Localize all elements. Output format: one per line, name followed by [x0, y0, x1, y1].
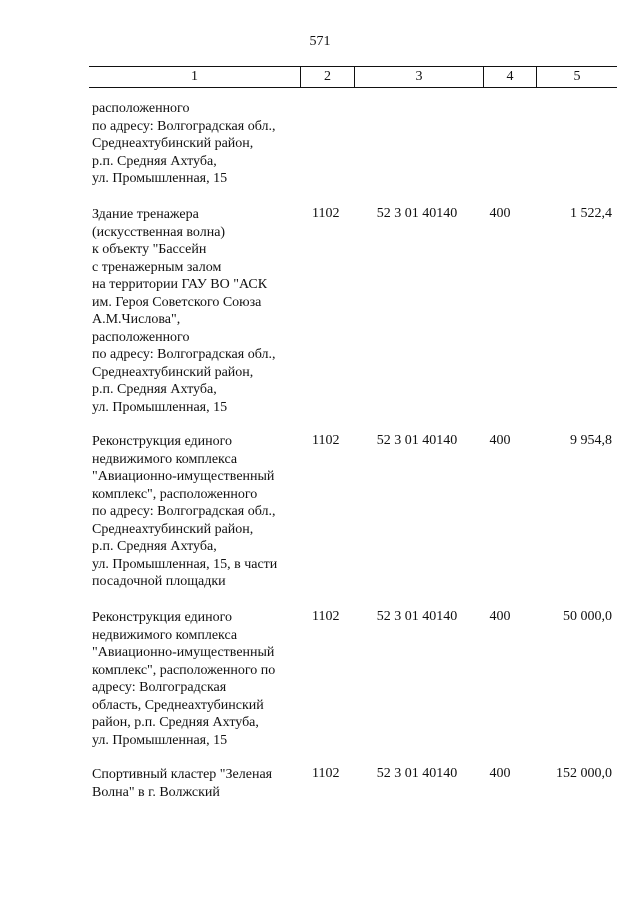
- amount: 9 954,8: [570, 433, 612, 448]
- header-col-4: 4: [506, 69, 514, 84]
- description-line: Волна" в г. Волжский: [92, 784, 220, 800]
- description-line: Среднеахтубинский район,: [92, 136, 254, 151]
- description-line: А.М.Числова",: [92, 312, 181, 327]
- description-line: ул. Промышленная, 15: [92, 732, 228, 748]
- description-line: комплекс", расположенного: [92, 486, 258, 502]
- amount: 1 522,4: [570, 206, 612, 221]
- row-description: [92, 206, 307, 416]
- header-col-3: 3: [415, 69, 423, 84]
- target-article: 52 3 01 40140: [376, 609, 458, 624]
- expense-type: 400: [489, 433, 511, 448]
- target-article: 52 3 01 40140: [376, 206, 458, 221]
- expense-type: 400: [489, 609, 511, 624]
- description-line: на территории ГАУ ВО "АСК: [92, 277, 268, 292]
- description-line: недвижимого комплекса: [92, 451, 238, 467]
- header-col-2: 2: [324, 69, 331, 84]
- row-description: [92, 100, 307, 188]
- section-code: 1102: [312, 609, 340, 624]
- description-line: Среднеахтубинский район,: [92, 364, 254, 380]
- description-line: область, Среднеахтубинский: [92, 697, 264, 713]
- page-number: 571: [309, 34, 331, 49]
- target-article: 52 3 01 40140: [376, 433, 458, 448]
- description-line: Среднеахтубинский район,: [92, 521, 254, 537]
- table-header: [89, 66, 617, 88]
- row-description: [92, 766, 307, 801]
- description-line: расположенного: [92, 101, 190, 116]
- description-line: комплекс", расположенного по: [92, 662, 276, 678]
- section-code: 1102: [312, 433, 340, 448]
- amount: 152 000,0: [556, 766, 612, 781]
- section-code: 1102: [312, 766, 340, 781]
- description-line: расположенного: [92, 329, 190, 345]
- description-line: р.п. Средняя Ахтуба,: [92, 382, 217, 397]
- description-line: посадочной площадки: [92, 574, 226, 589]
- description-line: Спортивный кластер "Зеленая: [92, 767, 273, 782]
- description-line: ул. Промышленная, 15: [92, 399, 228, 415]
- description-line: р.п. Средняя Ахтуба,: [92, 153, 217, 169]
- target-article: 52 3 01 40140: [376, 766, 458, 781]
- description-line: по адресу: Волгоградская обл.,: [92, 118, 276, 134]
- description-line: Реконструкция единого: [92, 434, 232, 449]
- header-col-1: 1: [191, 69, 198, 84]
- section-code: 1102: [312, 206, 340, 221]
- description-line: р.п. Средняя Ахтуба,: [92, 539, 217, 554]
- description-line: (искусственная волна): [92, 224, 226, 240]
- header-col-5: 5: [573, 69, 581, 84]
- row-description: [92, 609, 307, 749]
- amount: 50 000,0: [563, 609, 612, 624]
- description-line: с тренажерным залом: [92, 259, 222, 275]
- description-line: к объекту "Бассейн: [92, 242, 207, 257]
- description-line: по адресу: Волгоградская обл.,: [92, 347, 276, 362]
- description-line: им. Героя Советского Союза: [92, 294, 262, 310]
- description-line: Здание тренажера: [92, 207, 199, 222]
- description-line: по адресу: Волгоградская обл.,: [92, 504, 276, 519]
- description-line: Реконструкция единого: [92, 610, 232, 625]
- expense-type: 400: [489, 206, 511, 221]
- description-line: недвижимого комплекса: [92, 627, 238, 643]
- description-line: район, р.п. Средняя Ахтуба,: [92, 715, 259, 730]
- description-line: "Авиационно-имущественный: [92, 469, 275, 484]
- description-line: ул. Промышленная, 15: [92, 171, 228, 186]
- description-line: "Авиационно-имущественный: [92, 645, 275, 660]
- description-line: адресу: Волгоградская: [92, 680, 227, 695]
- description-line: ул. Промышленная, 15, в части: [92, 556, 278, 572]
- row-description: [92, 433, 307, 591]
- expense-type: 400: [489, 766, 511, 781]
